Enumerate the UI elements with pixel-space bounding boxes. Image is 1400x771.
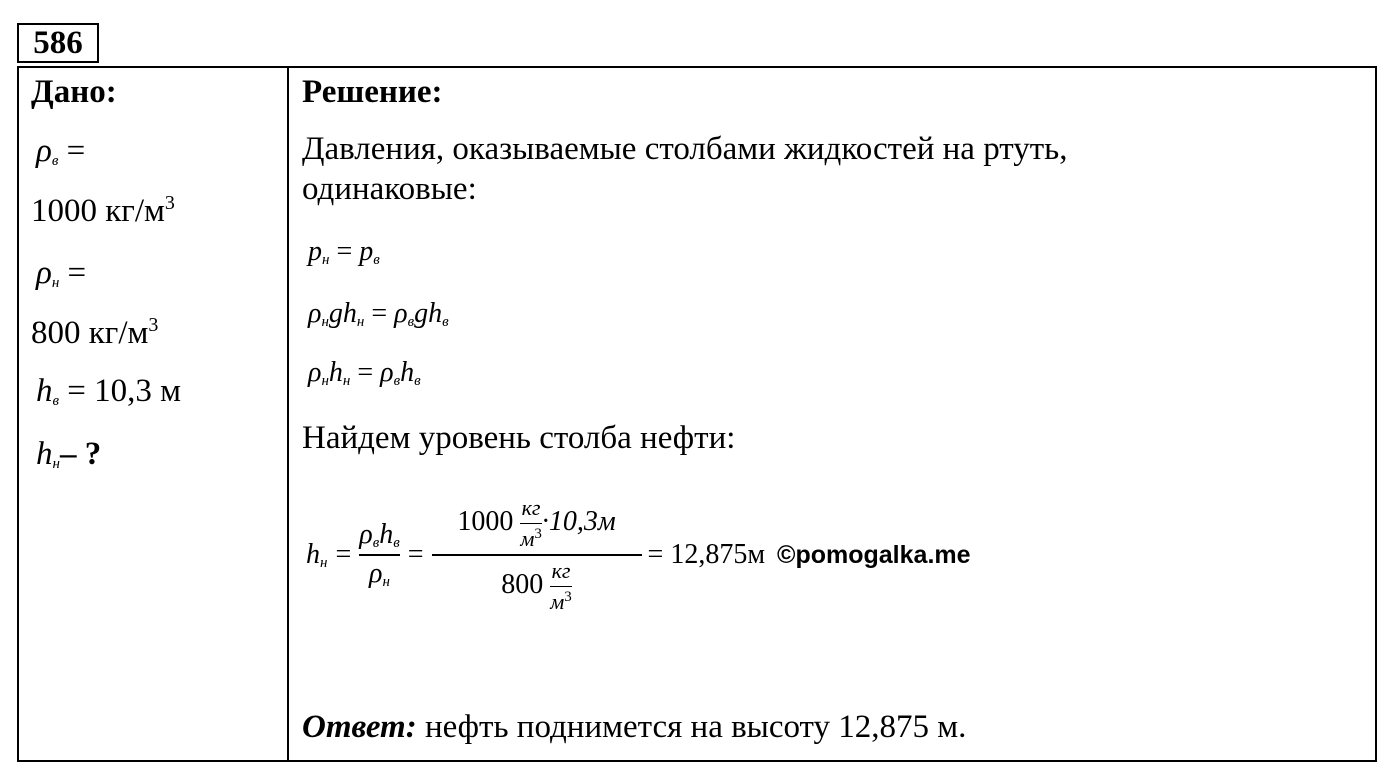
question-mark: – ? [59,436,102,472]
unit-bar [520,523,542,524]
subscript-v: в [414,373,421,389]
value-text: 1000 кг/м [31,193,165,229]
exponent: 3 [534,526,542,542]
equals-sign: = [66,133,86,169]
rho-symbol: ρ [308,357,322,388]
unit-kg: кг [551,558,571,583]
rho-symbol: ρ [36,255,52,291]
rho-symbol: ρ [36,133,52,169]
equals-sign: = [335,539,352,570]
numerator-value: 1000 [457,505,514,537]
exponent: 3 [164,192,175,214]
symbolic-fraction [359,519,399,591]
main-formula [306,470,971,640]
equals-sign: = [336,236,353,267]
formula-result: = 12,875м [647,539,766,570]
fraction-bar [432,554,642,556]
unit-m3 [550,589,572,615]
answer-text: нефть поднимется на высоту 12,875 м. [416,709,967,745]
given-rho-v [36,131,85,181]
unit-bar [550,586,572,587]
formula-lhs [306,539,327,572]
solution-intro-line2: одинаковые: [302,171,477,207]
h-symbol: h [400,357,415,388]
h-symbol: h [306,538,320,570]
subscript-n: н [342,373,351,389]
gh-symbol: gh [414,298,443,329]
subscript-v: в [393,535,400,551]
numeric-numerator [432,495,642,552]
numeric-fraction [432,495,642,615]
find-text: Найдем уровень столба нефти: [302,420,736,456]
equation-2 [308,298,449,331]
subscript-n: н [321,314,329,330]
unit-m: м [550,589,565,614]
solution-intro-line1: Давления, оказываемые столбами жидкостей на ртуть, [302,131,1068,167]
subscript-n: н [321,373,329,389]
gh-symbol: gh [328,298,357,329]
h-symbol: h [379,519,394,550]
solution-header: Решение: [302,74,443,110]
unit-kg: кг [521,495,541,520]
value-text: 800 кг/м [31,315,149,351]
denominator-value: 800 [501,568,544,600]
subscript-v: в [52,393,60,409]
subscript-n: н [320,554,328,571]
subscript-n: н [356,314,365,330]
rho-symbol: ρ [359,519,373,550]
subscript-v: в [442,314,449,330]
given-rho-v-value [31,191,175,231]
problem-number: 586 [17,23,99,63]
rho-symbol: ρ [394,298,408,329]
equals-sign: = [357,357,374,388]
equation-1 [308,236,380,269]
exponent: 3 [148,314,159,336]
subscript-v: в [407,314,415,330]
fraction-bar [359,554,399,556]
given-column [31,72,281,112]
equals-sign: = [67,255,87,291]
h-symbol: h [36,436,53,472]
given-h-n [36,434,101,484]
subscript-v: в [373,252,380,268]
given-rho-n-value [31,313,158,353]
rho-symbol: ρ [308,298,322,329]
rho-symbol: ρ [380,357,394,388]
h-symbol: h [36,373,53,409]
column-divider [287,66,289,762]
subscript-v: в [393,373,401,389]
p-symbol: p [359,236,374,267]
subscript-n: н [322,252,330,268]
unit-fraction [520,495,542,552]
value-text: = 10,3 м [67,373,182,409]
answer-label: Ответ: [302,709,417,745]
given-rho-n [36,253,86,303]
fraction-denominator [359,558,399,591]
given-header: Дано: [31,74,117,110]
subscript-v: в [372,535,380,551]
times-value: ·10,3м [541,505,616,537]
unit-m: м [520,526,535,551]
subscript-n: н [382,574,390,590]
solution-column [302,72,1362,209]
unit-fraction [550,558,572,615]
subscript-n: н [52,456,60,472]
rho-symbol: ρ [369,558,383,589]
subscript-n: н [51,275,60,291]
equals-sign: = [371,298,388,329]
h-symbol: h [328,357,343,388]
equals-sign: = [407,539,424,570]
exponent: 3 [564,589,572,605]
p-symbol: p [308,236,322,267]
watermark-text: ©pomogalka.me [777,540,971,569]
given-h-v [36,371,181,421]
numeric-denominator [432,558,642,615]
answer-line [302,707,966,747]
subscript-v: в [51,153,59,169]
fraction-numerator [359,519,399,552]
unit-m3 [520,526,542,552]
equation-3 [308,357,421,390]
